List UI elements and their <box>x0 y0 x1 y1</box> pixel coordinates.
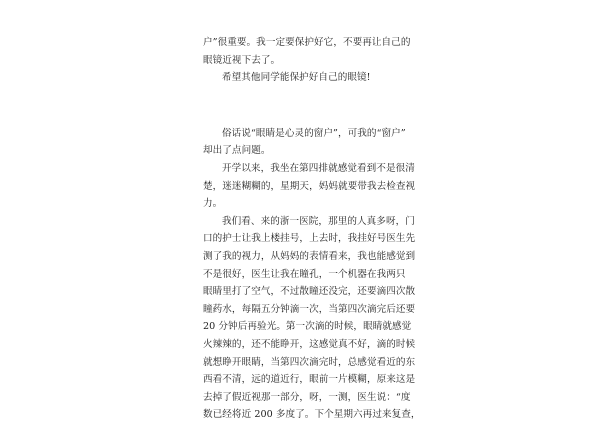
paragraph-line: 就想睁开眼睛，当第四次滴完时，总感觉看近的东 <box>203 356 416 368</box>
paragraph-line: 不是很好，医生让我在瞳孔，一个机器在我两只 <box>203 268 406 280</box>
paragraph-3 <box>203 125 406 160</box>
blank-gap <box>203 87 398 125</box>
paragraph-5 <box>203 213 421 424</box>
paragraph-line: 却出了点问题。 <box>203 145 271 157</box>
paragraph-line: 20 分钟后再验光。第一次滴的时候，眼睛就感觉 <box>203 321 412 333</box>
essay-text-column <box>203 34 421 424</box>
paragraph-line: 西看不清，远的道近行，眼前一片模糊，原来这是 <box>203 374 416 386</box>
paragraph-line: 俗话说“眼睛是心灵的窗户”，可我的“窗户” <box>222 127 406 139</box>
paragraph-line: 数已经将近 200 多度了。下个星期六再过来复查， <box>203 409 421 421</box>
paragraph-line: 瞳药水，每隔五分钟滴一次，当第四次滴完后还要 <box>203 303 416 315</box>
paragraph-line: 开学以来，我坐在第四排就感觉看到不是很清 <box>222 162 415 174</box>
paragraph-line: 测了我的视力，从妈妈的表情看来，我也能感觉到 <box>203 250 416 262</box>
paragraph-line: 眼镜近视下去了。 <box>203 54 281 66</box>
paragraph-line: 口的护士让我上楼挂号，上去时，我挂好号医生先 <box>203 233 416 245</box>
paragraph-1 <box>203 34 411 69</box>
paragraph-line: 眼睛里打了空气，不过散瞳还没完，还要滴四次散 <box>203 286 416 298</box>
paragraph-line: 希望其他同学能保护好自己的眼镜! <box>222 72 371 84</box>
paragraph-line: 火辣辣的，还不能睁开，这感觉真不好，滴的时候 <box>203 338 416 350</box>
paragraph-line: 我们看、来的浙一医院，那里的人真多呀，门 <box>222 215 415 227</box>
paragraph-2 <box>203 69 398 87</box>
paragraph-line: 户”很重要。我一定要保护好它，不要再让自己的 <box>203 37 411 48</box>
paragraph-4 <box>203 160 416 213</box>
paragraph-line: 去掉了假近视那一部分，呀，一测，医生说：“度 <box>203 391 411 403</box>
paragraph-line: 楚，迷迷糊糊的，星期天，妈妈就要带我去检查视 <box>203 180 416 192</box>
paragraph-line: 力。 <box>203 198 223 210</box>
